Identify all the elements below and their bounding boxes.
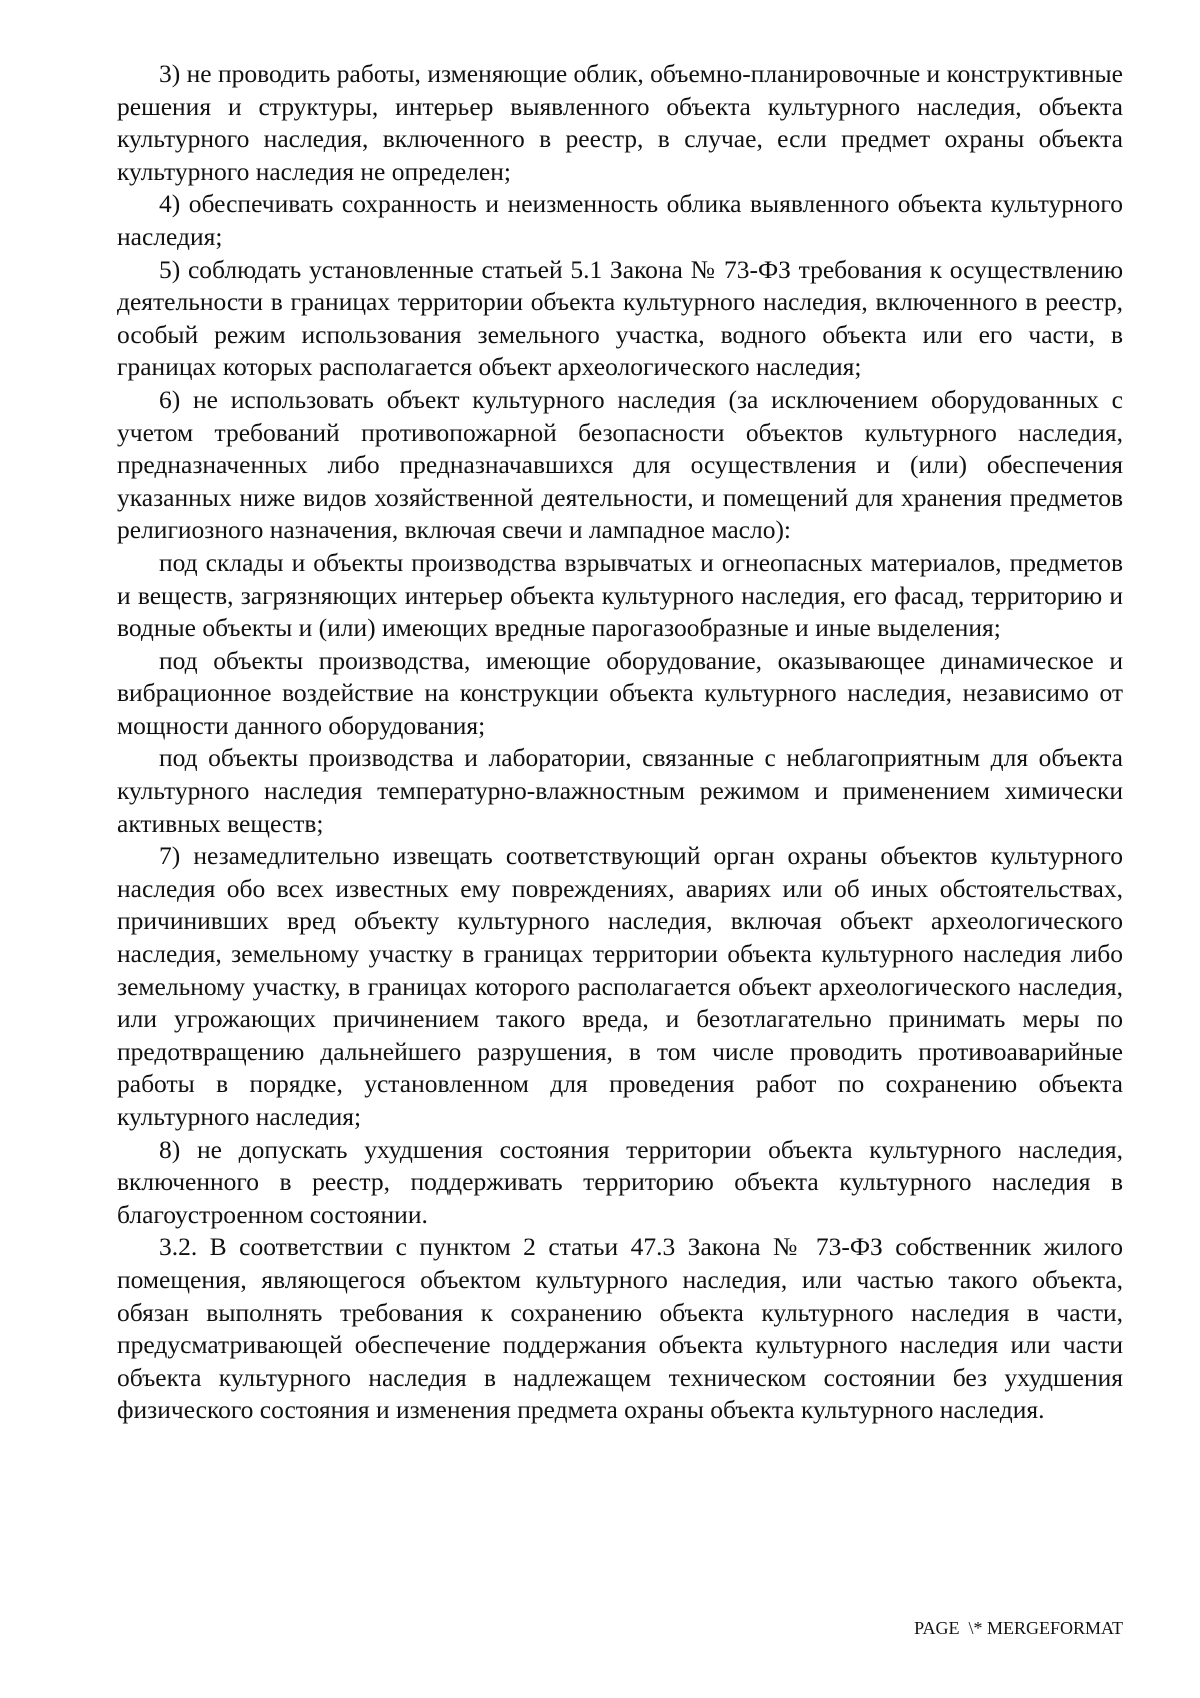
paragraph-item-7: 7) незамедлительно извещать соответствующий орган охраны объектов культурного наследия обо всех известных ему повреждениях, авариях или об иных обстоятельствах, причинивших вред объекту культурного наследия, включая объект археологического наследия, земельному участку в границах территории объекта культурного наследия либо земельному участку, в границах которого располагается объект археологического наследия, или угрожающих причинением такого вреда, и безотлагательно принимать меры по предотвращению дальнейшего разрушения, в том числе проводить противоаварийные работы в порядке, установленном для проведения работ по сохранению объекта культурного наследия; xyxy=(117,841,1123,1131)
paragraph-subitem-laboratories: под объекты производства и лаборатории, связанные с неблагоприятным для объекта культурного наследия температурно-влажностным режимом и применением химически активных веществ; xyxy=(117,743,1123,838)
paragraph-subitem-warehouses: под склады и объекты производства взрывчатых и огнеопасных материалов, предметов и веществ, загрязняющих интерьер объекта культурного наследия, его фасад, территорию и водные объекты и (или) имеющих вредные парогазообразные и иные выделения; xyxy=(117,547,1123,643)
page-footer: PAGE \* MERGEFORMAT xyxy=(914,1618,1123,1638)
document-body xyxy=(117,58,1123,1427)
paragraph-item-5: 5) соблюдать установленные статьей 5.1 Закона № 73-ФЗ требования к осуществлению деятельности в границах территории объекта культурного наследия, включенного в реестр, особый режим использования земельного участка, водного объекта или его части, в границах которых располагается объект археологического наследия; xyxy=(117,254,1123,382)
paragraph-item-4: 4) обеспечивать сохранность и неизменность облика выявленного объекта культурного наследия; xyxy=(117,189,1123,251)
paragraph-subitem-vibration: под объекты производства, имеющие оборудование, оказывающее динамическое и вибрационное воздействие на конструкции объекта культурного наследия, независимо от мощности данного оборудования; xyxy=(117,645,1123,740)
paragraph-item-3: 3) не проводить работы, изменяющие облик, объемно-планировочные и конструктивные решения и структуры, интерьер выявленного объекта культурного наследия, объекта культурного наследия, включенного в реестр, в случае, если предмет охраны объекта культурного наследия не определен; xyxy=(117,59,1123,186)
paragraph-item-6: 6) не использовать объект культурного наследия (за исключением оборудованных с учетом требований противопожарной безопасности объектов культурного наследия, предназначенных либо предназначавшихся для осуществления и (или) обеспечения указанных ниже видов хозяйственной деятельности, и помещений для хранения предметов религиозного назначения, включая свечи и лампадное масло): xyxy=(117,384,1123,545)
paragraph-item-8: 8) не допускать ухудшения состояния территории объекта культурного наследия, включенного в реестр, поддерживать территорию объекта культурного наследия в благоустроенном состоянии. xyxy=(117,1134,1123,1229)
paragraph-section-3-2: 3.2. В соответствии с пунктом 2 статьи 47.3 Закона № 73-ФЗ собственник жилого помещения, являющегося объектом культурного наследия, или частью такого объекта, обязан выполнять требования к сохранению объекта культурного наследия в части, предусматривающей обеспечение поддержания объекта культурного наследия или части объекта культурного наследия в надлежащем техническом состоянии без ухудшения физического состояния и изменения предмета охраны объекта культурного наследия. xyxy=(117,1232,1123,1425)
